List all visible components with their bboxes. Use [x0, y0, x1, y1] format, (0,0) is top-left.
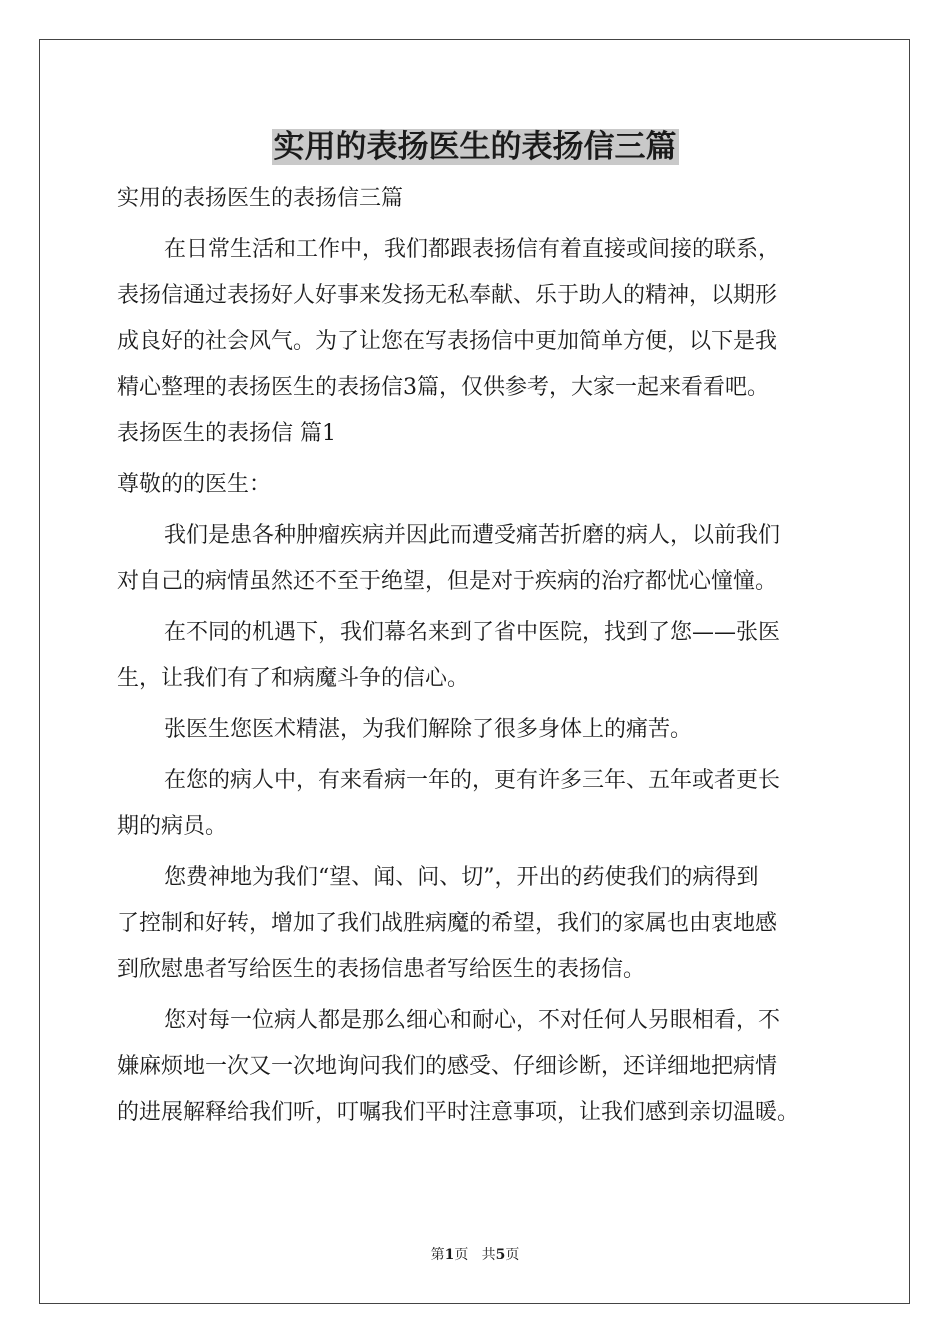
paragraph-line: 对自己的病情虽然还不至于绝望，但是对于疾病的治疗都忧心憧憧。	[117, 569, 778, 594]
paragraph-line: 我们是患各种肿瘤疾病并因此而遭受痛苦折磨的病人，以前我们	[164, 523, 781, 548]
page-number-prefix: 第	[430, 1247, 445, 1263]
paragraph-line: 在不同的机遇下，我们幕名来到了省中医院，找到了您——张医	[164, 620, 781, 645]
paragraph-line: 您费神地为我们“望、闻、问、切”，开出的药使我们的病得到	[164, 865, 759, 890]
salutation-line: 尊敬的的医生：	[117, 472, 272, 497]
paragraph-line: 期的病员。	[117, 814, 228, 839]
paragraph-line: 到欣慰患者写给医生的表扬信患者写给医生的表扬信。	[117, 957, 646, 982]
page-number-suffix: 页	[454, 1247, 469, 1263]
paragraph-line: 了控制和好转，增加了我们战胜病魔的希望，我们的家属也由衷地感	[117, 911, 778, 936]
paragraph-line: 在日常生活和工作中，我们都跟表扬信有着直接或间接的联系，	[164, 237, 781, 262]
paragraph-line: 生，让我们有了和病魔斗争的信心。	[117, 666, 470, 691]
paragraph-line: 在您的病人中，有来看病一年的，更有许多三年、五年或者更长	[164, 768, 781, 793]
document-title-text: 实用的表扬医生的表扬信三篇	[273, 129, 677, 165]
document-title	[0, 122, 950, 172]
paragraph-line: 表扬信通过表扬好人好事来发扬无私奉献、乐于助人的精神，以期形	[117, 283, 778, 308]
paragraph-line: 张医生您医术精湛，为我们解除了很多身体上的痛苦。	[164, 717, 693, 742]
document-body	[117, 176, 837, 1136]
paragraph-line: 您对每一位病人都是那么细心和耐心，不对任何人另眼相看，不	[164, 1008, 781, 1033]
page-total-prefix: 共	[481, 1247, 496, 1263]
page-total-count: 5	[495, 1247, 506, 1263]
page-number-current: 1	[444, 1247, 455, 1263]
paragraph-line: 精心整理的表扬医生的表扬信3篇，仅供参考，大家一起来看看吧。	[117, 375, 769, 400]
paragraph-line: 成良好的社会风气。为了让您在写表扬信中更加简单方便，以下是我	[117, 329, 778, 354]
subtitle-line: 实用的表扬医生的表扬信三篇	[117, 186, 404, 211]
page-footer	[0, 1245, 950, 1265]
section-heading: 表扬医生的表扬信 篇1	[117, 421, 336, 446]
paragraph-line: 的进展解释给我们听，叮嘱我们平时注意事项，让我们感到亲切温暖。	[117, 1100, 800, 1125]
page-total-suffix: 页	[505, 1247, 520, 1263]
paragraph-line: 嫌麻烦地一次又一次地询问我们的感受、仔细诊断，还详细地把病情	[117, 1054, 778, 1079]
